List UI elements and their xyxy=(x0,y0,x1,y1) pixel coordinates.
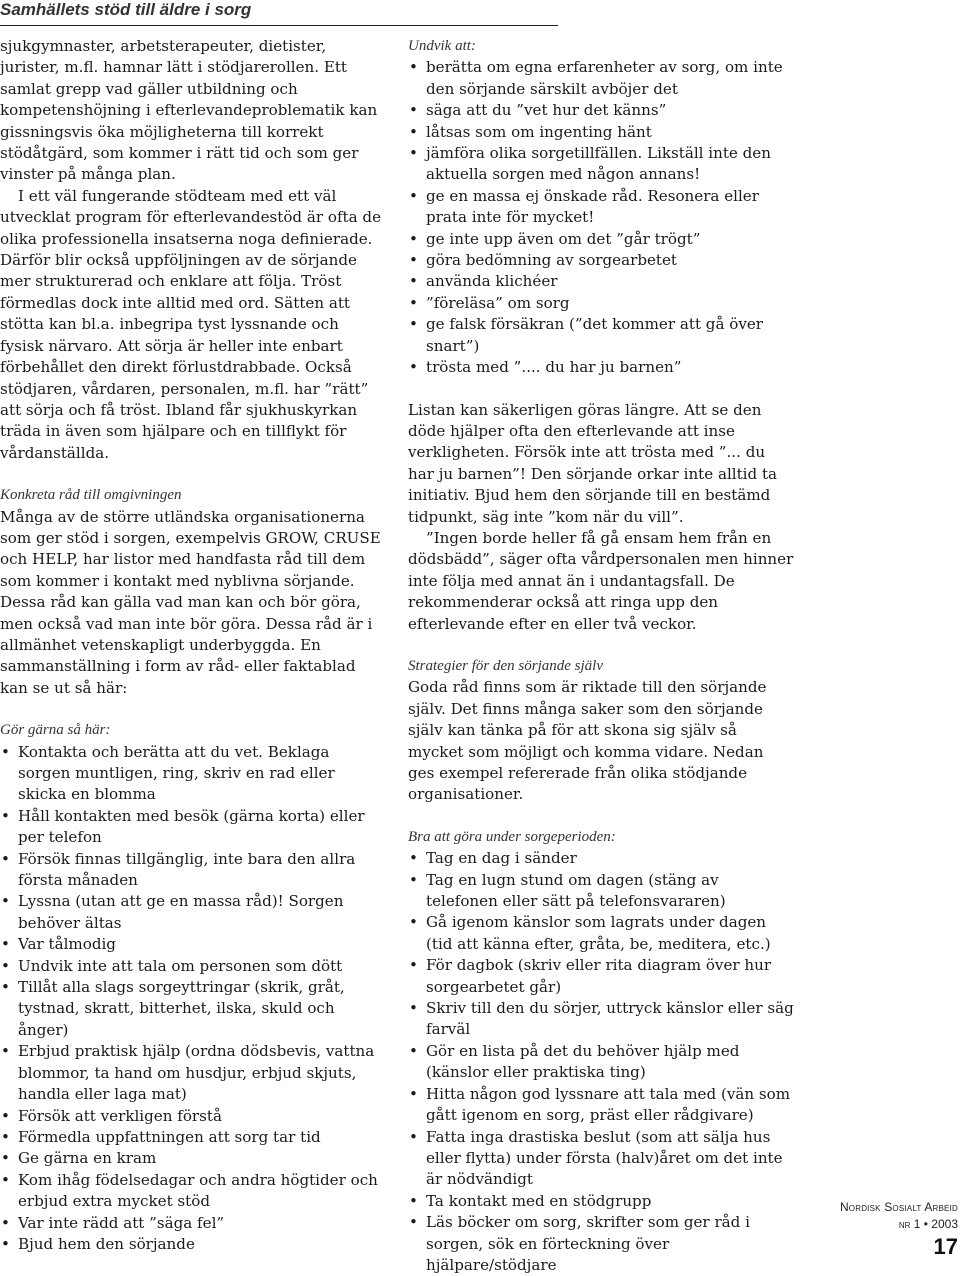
list-item: • berätta om egna erfarenheter av sorg, om inte den sörjande särskilt avböjer det xyxy=(408,57,794,100)
journal-name: Nordisk Sosialt Arbeid xyxy=(839,1200,958,1214)
list-item: • göra bedömning av sorgearbetet xyxy=(408,250,794,271)
list-item: • Skriv till den du sörjer, uttryck känslor eller säg farväl xyxy=(408,998,794,1041)
list-item: • Var tålmodig xyxy=(0,934,384,955)
strategy-heading: Strategier för den sörjande själv xyxy=(408,657,603,674)
list-item: • Undvik inte att tala om personen som dött xyxy=(0,956,384,977)
list-item: • Kom ihåg födelsedagar och andra högtider och erbjud extra mycket stöd xyxy=(0,1170,384,1213)
good-list-heading: Bra att göra under sorgeperioden: xyxy=(408,828,616,845)
list-item: • ge en massa ej önskade råd. Resonera eller prata inte för mycket! xyxy=(408,186,794,229)
avoid-list xyxy=(408,57,794,378)
list-item: • Ge gärna en kram xyxy=(0,1148,384,1169)
issue-separator: • xyxy=(923,1217,928,1231)
list-item: • ge falsk försäkran (”det kommer att gå över snart”) xyxy=(408,314,794,357)
list-item: • Ta kontakt med en stödgrupp xyxy=(408,1191,794,1212)
strategy-paragraph: Goda råd finns som är riktade till den sörjande själv. Det finns många saker som den sörjande själv kan tänka på för att skona sig själv så mycket som möjligt och komma vidare. Nedan ges exempel refererade från olika stödjande organisationer. xyxy=(408,678,767,804)
issue-number: 1 xyxy=(913,1217,921,1231)
body-paragraph: I ett väl fungerande stödteam med ett väl utvecklat program för efterlevandestöd är ofta de olika professionella insatserna noga definierade. Därför blir också uppföljningen av de sörjande mer strukturerad och enklare att följa. Tröst förmedlas dock inte alltid med ord. Sätten att stötta kan bl.a. inbegripa tyst lyssnande och fysisk närvaro. Att sörja är heller inte enbart förbehållet den direkt förlustdrabbade. Också stödjaren, vårdaren, personalen, m.fl. har ”rätt” att sörja och få tröst. Ibland får sjukhuskyrkan träda in även som hjälpare och en tillflykt för vårdanställda. xyxy=(0,186,382,462)
header-rule xyxy=(0,25,558,26)
issue-info xyxy=(899,1217,958,1231)
list-item: • ge inte upp även om det ”går trögt” xyxy=(408,229,794,250)
right-column xyxy=(408,36,794,1276)
list-item: • Läs böcker om sorg, skrifter som ger råd i sorgen, sök en förteckning över hjälpare/stödjare xyxy=(408,1212,794,1276)
list-item: • låtsas som om ingenting hänt xyxy=(408,122,794,143)
left-column xyxy=(0,36,384,1255)
issue-nr-label: nr xyxy=(898,1219,911,1231)
section-heading: Konkreta råd till omgivningen xyxy=(0,487,182,504)
list-item: • Lyssna (utan att ge en massa råd)! Sorgen behöver ältas xyxy=(0,891,384,934)
list-item: • trösta med ”.... du har ju barnen” xyxy=(408,357,794,378)
list-item: • Försök finnas tillgänglig, inte bara den allra första månaden xyxy=(0,849,384,892)
do-list-heading: Gör gärna så här: xyxy=(0,722,111,739)
list-item: • jämföra olika sorgetillfällen. Likställ inte den aktuella sorgen med någon annans! xyxy=(408,143,794,186)
list-item: • Bjud hem den sörjande xyxy=(0,1234,384,1255)
list-item: • Erbjud praktisk hjälp (ordna dödsbevis, vattna blommor, ta hand om husdjur, erbjud skjuts, handla eller laga mat) xyxy=(0,1041,384,1105)
body-paragraph: Listan kan säkerligen göras längre. Att se den döde hjälper ofta den efterlevande att inse verkligheten. Försök inte att trösta med ”... du har ju barnen”! Den sörjande orkar inte alltid ta initiativ. Bjud hem den sörjande till en bestämd tidpunkt, säg inte ”kom när du vill”. xyxy=(408,400,778,526)
list-item: • För dagbok (skriv eller rita diagram över hur sorgearbetet går) xyxy=(408,955,794,998)
page-header-title: Samhällets stöd till äldre i sorg xyxy=(0,0,252,19)
good-list xyxy=(408,848,794,1276)
body-paragraph: ”Ingen borde heller få gå ensam hem från en dödsbädd”, säger ofta vårdpersonalen men hinner inte följa med annat än i undantagsfall. De rekommenderar också att ringa upp den efterlevande efter en eller två veckor. xyxy=(408,528,794,633)
issue-year: 2003 xyxy=(931,1217,958,1231)
list-item: • Gör en lista på det du behöver hjälp med (känslor eller praktiska ting) xyxy=(408,1041,794,1084)
section-paragraph: Många av de större utländska organisationerna som ger stöd i sorgen, exempelvis GROW, CRUSE och HELP, har listor med handfasta råd till dem som kommer i kontakt med nyblivna sörjande. Dessa råd kan gälla vad man kan och bör göra, men också vad man inte bör göra. Dessa råd är i allmänhet vetenskapligt underbyggda. En sammanställning i form av råd- eller faktablad kan se ut så här: xyxy=(0,507,381,697)
list-item: • använda klichéer xyxy=(408,271,794,292)
list-item: • Tag en dag i sänder xyxy=(408,848,794,869)
list-item: • säga att du ”vet hur det känns” xyxy=(408,100,794,121)
list-item: • Håll kontakten med besök (gärna korta) eller per telefon xyxy=(0,806,384,849)
list-item: • Fatta inga drastiska beslut (som att sälja hus eller flytta) under första (halv)året om det inte är nödvändigt xyxy=(408,1127,794,1191)
list-item: • ”föreläsa” om sorg xyxy=(408,293,794,314)
list-item: • Tillåt alla slags sorgeyttringar (skrik, gråt, tystnad, skratt, bitterhet, ilska, skuld och ånger) xyxy=(0,977,384,1041)
page-number: 17 xyxy=(933,1234,958,1259)
avoid-list-heading: Undvik att: xyxy=(408,38,476,54)
list-item: • Kontakta och berätta att du vet. Beklaga sorgen muntligen, ring, skriv en rad eller skicka en blomma xyxy=(0,742,384,806)
list-item: • Hitta någon god lyssnare att tala med (vän som gått igenom en sorg, präst eller rådgivare) xyxy=(408,1084,794,1127)
list-item: • Förmedla uppfattningen att sorg tar tid xyxy=(0,1127,384,1148)
list-item: • Gå igenom känslor som lagrats under dagen (tid att känna efter, gråta, be, meditera, etc.) xyxy=(408,912,794,955)
list-item: • Tag en lugn stund om dagen (stäng av telefonen eller sätt på telefonsvararen) xyxy=(408,870,794,913)
list-item: • Försök att verkligen förstå xyxy=(0,1106,384,1127)
list-item: • Var inte rädd att ”säga fel” xyxy=(0,1213,384,1234)
body-paragraph: sjukgymnaster, arbetsterapeuter, dietister, jurister, m.fl. hamnar lätt i stödjarerollen. Ett samlat grepp vad gäller utbildning och kompetenshöjning i efterlevandeproblematik kan gissningsvis öka möjligheterna till korrekt stödåtgärd, som kommer i rätt tid och som ger vinster på många plan. xyxy=(0,37,378,184)
do-list xyxy=(0,742,384,1256)
